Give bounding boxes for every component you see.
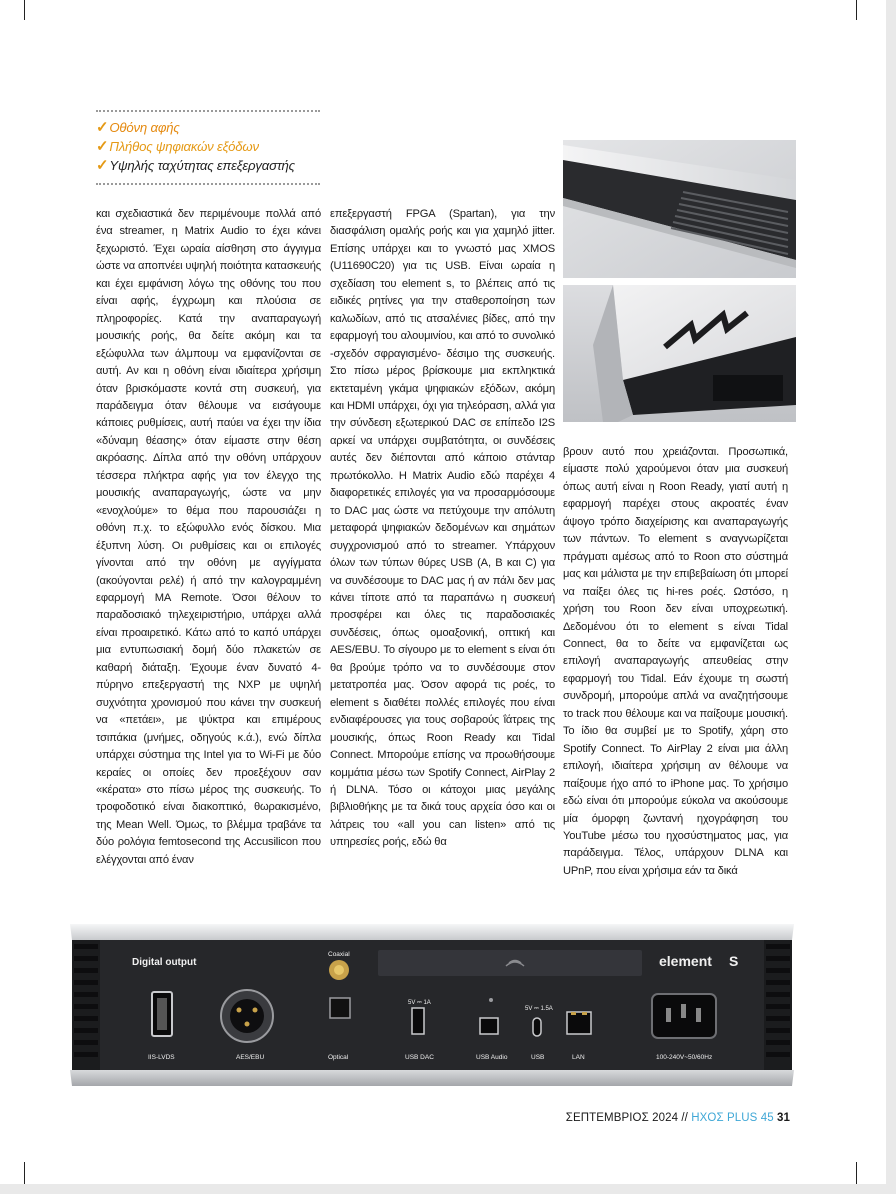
optical-label: Optical [328,1054,349,1061]
product-photo-middle [563,285,796,422]
crop-mark [24,0,25,20]
body-text: και σχεδιαστικά δεν περιμένουμε πολλά από ένα streamer, η Matrix Audio το έχει κάνει ξεχωριστό. Έχει ωραία αίσθηση στο άγγιγμα ώστε να αποπνέει υψηλή ποιότητα κατασκευής και έχει εμφάνιση λόγω της οθόνης του που είναι αφής, έγχρωμη και πλούσια σε πληροφορίες. Κατά την αναπαραγωγή μουσικής ροής, θα δείτε ακόμη και τα εξώφυλλα των άλμπουμ να εμφανίζονται σε αυτή. Αν και η οθόνη είναι ιδιαίτερα χρήσιμη όταν βρισκόμαστε κοντά στη συσκευή, για παράδειγμα όταν θέλουμε να εισάγουμε κάποιες ρυθμίσεις, αυτή παύει να έχει την ίδια «δύναμη θέασης» όταν είμαστε στην θέση ακρόασης. Δίπλα από την οθόνη υπάρχουν τέσσερα πλήκτρα αφής για τον έλεγχο της μουσικής αναπαραγωγής, ώστε να μην «ενοχλούμε» το θέμα που παρουσιάζει η οθόνη π.χ. το εξώφυλλο ενός δίσκου. Μια έξυπνη λύση. Οι ρυθμίσεις και οι επιλογές γίνονται από την οθόνη με αγγίγματα (ακούγονται ρελέ) ή από την καλογραμμένη εφαρμογή MA Remote. Όσοι θέλουν το παραδοσιακό τηλεχειριστήριο, υπάρχει αλλά είναι προαιρετικό. Κάτω από το καπό υπάρχει μια εντυπωσιακή δομή δύο πλακετών σε καθαρή διάταξη. Έχουμε έναν δυνατό 4-πύρηνο επεξεργαστή της NXP με υψηλή συχνότητα χρονισμού που κάνει την συσκευή να «πετάει», με ψύκτρα και επιμέρους τσιπάκια (μνήμες, οδηγούς κ.ά.), ενώ δίπλα υπάρχει σύστημα της Intel για το Wi-Fi με δύο κεραίες οι οποίες δεν προεξέχουν σαν «κέρατα» στο πίσω μέρος της συσκευής. Το τροφοδοτικό είναι διακοπτικό, θωρακισμένο, της Mean Well. Όμως, το βλέμμα τραβάνε τα δύο ρολόγια femtosecond της Accusilicon που ελέγχονται από έναν [96,208,321,866]
page-footer [566,1112,790,1124]
brand-label: element [659,953,712,969]
divider [96,183,320,185]
feature-item [96,156,320,175]
digital-output-label: Digital output [132,957,197,968]
iis-lvds-label: IIS-LVDS [148,1054,175,1061]
footer-separator: // [681,1112,688,1124]
feature-list [96,110,320,185]
product-photo-top [563,140,796,278]
text-column-left [96,206,321,910]
lan-label: LAN [572,1054,585,1061]
body-text: βρουν αυτό που χρειάζονται. Προσωπικά, είμαστε πολύ χαρούμενοι όταν μια συσκευή όπως αυτή είναι η Roon Ready, γιατί αυτή η εφαρμογή παρέχει στους ακροατές έναν άψογο τρόπο διαχείρισης και αναπαραγωγής των πάντων. Το element s αναγνωρίζεται πράγματι αμέσως από το Roon στο σύστημά μας και μάλιστα με την επιβεβαίωση ότι μπορεί να παίξει όλες τις hi-res ροές. Ωστόσο, η χρήση του Roon δεν είναι υποχρεωτική. Δεδομένου ότι το element s είναι Tidal Connect, θα το δείτε να εμφανίζεται ως επιλογή αναπαραγωγής απευθείας στην εφαρμογή του Tidal. Εάν έχουμε τη σωστή συνδρομή, μπορούμε απλά να αναζητήσουμε το track που θέλουμε και να παίξουμε μουσική. Το ίδιο θα συμβεί με το Spotify, χάρη στο Spotify Connect. Το AirPlay 2 είναι μια άλλη επιλογή, ιδιαίτερα χρήσιμη αν θέλουμε να παίξουμε ήχο από το iPhone μας. Το χρήσιμο εδώ είναι ότι μπορούμε εύκολα να ακούσουμε μία όμορφη ζωντανή ηχογράφηση του YouTube μέσω του ηχοσύστηματος μας, για παράδειγμα. Τέλος, υπάρχουν DLNA και UPnP, που είναι χρήσιμα εάν τα δικά [563,446,788,877]
page-number: 31 [777,1112,790,1124]
feature-label: Υψηλής ταχύτητας επεξεργαστής [109,158,295,173]
rear-panel-photo [66,920,798,1092]
checkmark-icon: ✓ [96,138,109,155]
feature-label: Πλήθος ψηφιακών εξόδων [109,139,259,154]
usb-dac-power-label: 5V ⎓ 1A [408,1000,431,1006]
feature-label: Οθόνη αφής [109,120,180,135]
crop-mark [24,1162,25,1184]
text-column-right [563,444,788,910]
magazine-name: ΗΧΟΣ PLUS 45 [691,1112,774,1124]
mains-label: 100-240V~50/60Hz [656,1054,713,1061]
usb-power-label: 5V ⎓ 1.5A [525,1006,553,1012]
crop-mark [856,1162,857,1184]
crop-mark [856,0,857,20]
body-text: επεξεργαστή FPGA (Spartan), για την διασφάλιση ομαλής ροής και για χαμηλό jitter. Επίσης υπάρχει και το γνωστό μας XMOS (U11690C20) για τις USB. Είναι ωραία η σχεδίαση του element s, το βλέπεις από τις ειδικές ρητίνες για την σταθεροποίηση των καλωδίων, από τις ατσαλένιες βίδες, από την εφαρμογή του αλουμινίου, και από το συνολικό -σχεδόν σφραγισμένο- δέσιμο της συσκευής. Στο πίσω μέρος βρίσκουμε μια εκπληκτικά εκτεταμένη γκάμα ψηφιακών εξόδων, ακόμη και HDMI υπάρχει, όχι για τηλεόραση, αλλά για την σύνδεση εξωτερικού DAC σε επίπεδο I2S αρκεί να υπάρχει συμβατότητα, οι συνδέσεις αυτές δεν διέπονται από κάποιο στάνταρ πρωτόκολλο. Η Matrix Audio εδώ παρέχει 4 διαφορετικές επιλογές για να προσαρμόσουμε το DAC μας ώστε να πετύχουμε την απόλυτη μεταφορά ψηφιακών δεδομένων και σημάτων συγχρονισμού από το streamer. Υπάρχουν όλων των τύπων θύρες USB (A, B και C) για να συνδέσουμε το DAC μας ή αν πάλι δεν μας κάνει τίποτε από τα παραπάνω η συσκευή προσφέρει και όλες τις παραδοσιακές συνδέσεις, όπως ομοαξονική, οπτική και AES/EBU. Το σίγουρο με το element s είναι ότι θα βρούμε τρόπο να το συνδέσουμε στον μετατροπέα μας. Όσον αφορά τις ροές, το element s διαθέτει πολλές επιλογές που είναι ενδιαφέρουσες για τους σοβαρούς ΐάτρεις της μουσικής, όπως Roon Ready και Tidal Connect. Μπορούμε επίσης να προωθήσουμε κομμάτια μέσω των Spotify Connect, AirPlay 2 ή DLNA. Τόσο οι κάτοχοι μιας μεγάλης βιβλιοθήκης με τα δικά τους αρχεία όσο και οι λάτρεις του «all you can listen» από τις υπηρεσίες ροής, εδώ θα [330,208,555,849]
brand-mark: S [729,953,739,969]
usb-audio-label: USB Audio [476,1054,508,1061]
aes-ebu-label: AES/EBU [236,1054,265,1061]
feature-item [96,118,320,137]
coaxial-label: Coaxial [328,951,350,958]
divider [96,110,320,112]
issue-date: ΣΕΠΤΕΜΒΡΙΟΣ 2024 [565,1112,679,1124]
usb-dac-label: USB DAC [405,1054,434,1061]
checkmark-icon: ✓ [96,119,109,136]
text-column-middle [330,206,555,910]
feature-item [96,137,320,156]
checkmark-icon: ✓ [96,157,109,174]
usb-c-label: USB [531,1054,545,1061]
